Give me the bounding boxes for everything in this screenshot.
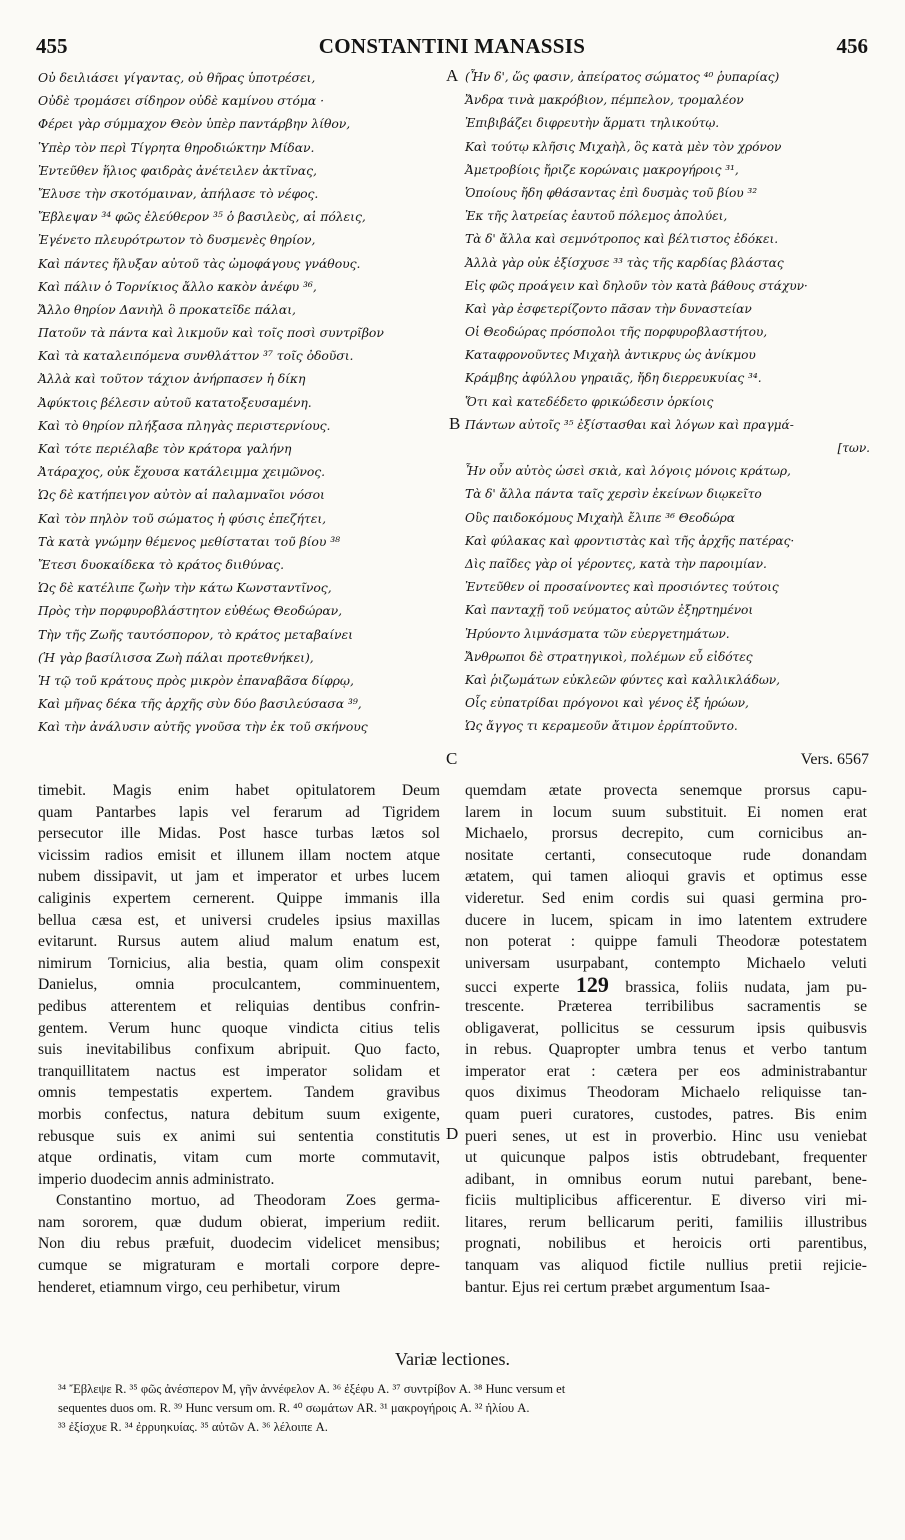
greek-verse-line: Ἔτεσι δυοκαίδεκα τὸ κράτος διιθύνας. bbox=[38, 556, 284, 572]
greek-column-right bbox=[465, 66, 870, 738]
greek-verse-line: Ἦν οὖν αὐτὸς ὡσεὶ σκιὰ, καὶ λόγοις μόνοις κράτωρ, bbox=[465, 464, 791, 479]
greek-verse-line: Τὰ κατὰ γνώμην θέμενος μεθίσταται τοῦ βίου ³⁸ bbox=[38, 533, 341, 549]
latin-line: omnis tempestatis expertem. Tandem gravibus bbox=[38, 1084, 440, 1102]
latin-line: Constantino mortuo, ad Theodoram Zoes germa- bbox=[56, 1192, 440, 1210]
greek-verse-line: Καὶ τούτῳ κλῆσις Μιχαὴλ, ὃς κατὰ μὲν τὸν χρόνον bbox=[465, 139, 782, 154]
greek-verse-line: Καὶ τὴν ἀνάλυσιν αὐτῆς γνοῦσα τὴν ἐκ τοῦ σκήνους bbox=[38, 719, 368, 735]
greek-verse-line: Ἀμετροβίοις ἤριζε κορώναις μακρογήροις ³¹, bbox=[465, 162, 739, 177]
latin-line: quam pueri curatores, custodes, patres. Bis enim bbox=[465, 1105, 867, 1123]
greek-verse-line: Καὶ πανταχῇ τοῦ νεύματος αὐτῶν ἐξηρτημένοι bbox=[465, 603, 754, 618]
latin-line: nubem dissipavit, ut jam et imperator et urbes lucem bbox=[38, 868, 440, 886]
greek-verse-line: Ὅτι καὶ κατεδέδετο φρικώδεσιν ὁρκίοις bbox=[465, 394, 714, 409]
margin-marker-b: B bbox=[449, 414, 461, 433]
greek-verse-line: [των. bbox=[837, 441, 870, 455]
latin-line: tanquam vas aliquod fictile nullius pretii rejicie- bbox=[465, 1257, 867, 1275]
greek-verse-line: (Ἦν δ', ὥς φασιν, ἀπείρατος σώματος ⁴⁰ ῥυπαρίας) bbox=[465, 70, 780, 84]
latin-line: nositate certanti, consecutoque rude donandam bbox=[465, 846, 867, 864]
greek-verse-line: Ἡ τῷ τοῦ κράτους πρὸς μικρὸν ἐπαναβᾶσα δίφρῳ, bbox=[38, 672, 354, 688]
latin-column-right bbox=[465, 780, 867, 1298]
latin-line: tranquillitatem nactus est imperator solidam et bbox=[38, 1062, 440, 1080]
latin-line: videretur. Sed enim cordis sui quasi germina pro- bbox=[465, 889, 867, 907]
latin-line: litares, rerum bellicarum periti, familiis illustribus bbox=[465, 1213, 867, 1231]
latin-line: cumque se migraturam e mortali corpore depre- bbox=[38, 1257, 440, 1275]
greek-verse-line: Τὰ δ' ἄλλα πάντα ταῖς χερσὶν ἐκείνων διῳκεῖτο bbox=[465, 487, 762, 502]
greek-verse-line: Καὶ πάλιν ὁ Τορνίκιος ἄλλο κακὸν ἀνέφυ ³⁶, bbox=[38, 278, 317, 294]
latin-line: quos diximus Theodoram Michaelo reliquisse tan- bbox=[465, 1084, 867, 1102]
greek-verse-line: Ἄνθρωποι δὲ στρατηγικοὶ, πολέμων εὖ εἰδότες bbox=[465, 649, 753, 664]
latin-line: quam Pantarbes lapis vel ferarum ad Tigridem bbox=[38, 803, 440, 821]
latin-line: atque ordinatis, vitam cum morte commutavit, bbox=[38, 1149, 440, 1167]
latin-line: non poterat : quippe famuli Theodoræ potestatem bbox=[465, 933, 867, 951]
latin-line: caliginis expertem cernerent. Quippe immanis illa bbox=[38, 889, 440, 907]
greek-verse-line: Πάντων αὐτοῖς ³⁵ ἐξίστασθαι καὶ λόγων καὶ πραγμά- bbox=[465, 417, 794, 432]
latin-line: trescente. Præterea terribilibus sacramentis se bbox=[465, 997, 867, 1015]
latin-line: obligaverat, pollicitus se cessurum ipsis quibusvis bbox=[465, 1019, 867, 1037]
folio-number: 129 bbox=[575, 972, 609, 998]
latin-line: prognati, nobilibus et heroicis orti parentibus, bbox=[465, 1235, 867, 1253]
latin-line: imperio duodecim annis administrato. bbox=[38, 1170, 275, 1188]
greek-verse-line: Ἄνδρα τινὰ μακρόβιον, πέμπελον, τρομαλέον bbox=[465, 93, 744, 108]
latin-line: rebusque suis ex animi sui sententia constitutis bbox=[38, 1127, 440, 1145]
latin-line: Michaelo, prorsus decrepito, cum cornicibus an- bbox=[465, 825, 867, 843]
latin-line: henderet, etiamnum virgo, ceu perhibetur, virum bbox=[38, 1278, 341, 1296]
greek-verse-line: Καὶ τότε περιέλαβε τὸν κράτορα γαλήνη bbox=[38, 441, 292, 456]
latin-line: suis inevitabilibus confixum abripuit. Quo facto, bbox=[38, 1041, 440, 1059]
greek-verse-line: Ἔβλεψαν ³⁴ φῶς ἐλεύθερον ³⁵ ὁ βασιλεὺς, αἱ πόλεις, bbox=[38, 209, 366, 225]
page-header bbox=[36, 34, 868, 60]
greek-verse-line: Ὡς δὲ κατήπειγον αὐτὸν αἱ παλαμναῖοι νόσοι bbox=[38, 487, 325, 503]
greek-verse-line: Ἠρύοντο λιμνάσματα τῶν εὐεργετημάτων. bbox=[465, 626, 730, 641]
latin-line: bantur. Ejus rei certum præbet argumentum Isaa- bbox=[465, 1278, 770, 1296]
greek-verse-line: Καὶ πάντες ἤλυξαν αὐτοῦ τὰς ὠμοφάγους γνάθους. bbox=[38, 255, 361, 271]
greek-verse-line: Καὶ γὰρ ἐσφετερίζοντο πᾶσαν τὴν δυναστείαν bbox=[465, 301, 752, 316]
greek-verse-line: Πατοῦν τὰ πάντα καὶ λικμοῦν καὶ τοῖς ποσὶ συντρῖβον bbox=[38, 325, 384, 341]
variae-lectiones-heading: Variæ lectiones. bbox=[395, 1349, 510, 1369]
greek-verse-line: Οὓς παιδοκόμους Μιχαὴλ ἔλιπε ³⁶ Θεοδώρα bbox=[465, 510, 735, 525]
latin-line: pedibus atterentem et reliquias dentibus confrin- bbox=[38, 997, 440, 1015]
latin-line: persecutor ille Midas. Post hasce turbas lætos sol bbox=[38, 825, 440, 843]
latin-line: ut quicunque palpos istis obtrudebant, frequenter bbox=[465, 1149, 867, 1167]
running-title: CONSTANTINI MANASSIS bbox=[318, 34, 586, 58]
latin-line: morbis confectus, natura debitum suum exigente, bbox=[38, 1105, 440, 1123]
greek-verse-line: Πρὸς τὴν πορφυροβλάστητον εὐθέως Θεοδώραν, bbox=[38, 603, 343, 619]
verse-number: Vers. 6567 bbox=[800, 751, 869, 768]
greek-verse-line: Ἐκ τῆς λατρείας ἑαυτοῦ πόλεμος ἀπολύει, bbox=[465, 209, 728, 224]
footnotes bbox=[58, 1380, 870, 1437]
latin-line: Danielus, omnia proculcantem, comminuentem, bbox=[38, 976, 440, 994]
latin-line: ætatem, qui tamen alioqui gravis et optimus esse bbox=[465, 868, 867, 886]
greek-verse-line: Ἀτάραχος, οὐκ ἔχουσα κατάλειμμα χειμῶνος. bbox=[38, 464, 326, 480]
greek-verse-line: Ἐντεῦθεν οἱ προσαίνοντες καὶ προσιόντες τούτοις bbox=[465, 580, 779, 595]
greek-verse-line: Ἐγένετο πλευρότρωτον τὸ δυσμενὲς θηρίον, bbox=[38, 232, 316, 248]
latin-line-big-number: succi experte 129 brassica, foliis nudata, jam pu- bbox=[465, 972, 867, 998]
page-number-left: 455 bbox=[36, 34, 68, 58]
greek-verse-line: Καὶ μῆνας δέκα τῆς ἀρχῆς σὺν δύο βασιλεύσασα ³⁹, bbox=[38, 696, 362, 712]
greek-verse-line: Καὶ τὸ θηρίον πλήξασα πληγὰς περιστερνίους. bbox=[38, 417, 331, 433]
greek-verse-line: Ὡς δὲ κατέλιπε ζωὴν τὴν κάτω Κωνσταντῖνος, bbox=[38, 580, 332, 596]
greek-verse-line: Καὶ τὸν πηλὸν τοῦ σώματος ἡ φύσις ἐπεζήτει, bbox=[38, 510, 327, 526]
latin-line: bellua cæsa est, et universi crudeles ipsius maxillas bbox=[38, 911, 440, 929]
greek-verse-line: Οἷς εὐπατρίδαι πρόγονοι καὶ γένος ἐξ ἡρώων, bbox=[465, 696, 749, 711]
greek-verse-line: Ἀφύκτοις βέλεσιν αὐτοῦ κατατοξευσαμένη. bbox=[38, 394, 312, 410]
greek-verse-line: Οὐδὲ τρομάσει σίδηρον οὐδὲ καμίνου στόμα · bbox=[38, 93, 324, 109]
greek-column-left bbox=[38, 66, 440, 738]
greek-verse-line: Ὡς ἄγγος τι κεραμεοῦν ἄτιμον ἐρρίπτοῦντο. bbox=[465, 719, 738, 734]
greek-verse-line: Ἄλλο θηρίον Δανιὴλ ὃ προκατεῖδε πάλαι, bbox=[38, 301, 296, 317]
latin-line: ducere in lucem, spicam in imo latentem extrudere bbox=[465, 911, 867, 929]
greek-verse-line: Ὁποίους ἤδη φθάσαντας ἐπὶ δυσμὰς τοῦ βίου ³² bbox=[465, 185, 758, 200]
margin-marker-a: A bbox=[446, 66, 459, 85]
latin-line: imperator erat : cætera per eos administrabantur bbox=[465, 1062, 867, 1080]
latin-line: evitarunt. Rursus autem aliud malum enatum est, bbox=[38, 933, 440, 951]
latin-line: ficiis multiplicibus afficerentur. E diverso viri mi- bbox=[465, 1192, 867, 1210]
greek-verse-line: Δὶς παῖδες γὰρ οἱ γέροντες, κατὰ τὴν παροιμίαν. bbox=[465, 556, 767, 571]
greek-verse-line: (Ἡ γὰρ βασίλισσα Ζωὴ πάλαι προτεθνήκει), bbox=[38, 649, 314, 665]
greek-verse-line: Τὴν τῆς Ζωῆς ταυτόσπορον, τὸ κράτος μεταβαίνει bbox=[38, 626, 353, 642]
latin-line: nimirum Tornicius, alia bestia, quam olim conspexit bbox=[38, 954, 440, 972]
greek-verse-line: Ἀλλὰ γὰρ οὐκ ἐξίσχυσε ³³ τὰς τῆς καρδίας βλάστας bbox=[465, 255, 784, 270]
latin-line: gentem. Verum hunc quoque vindicta citius telis bbox=[38, 1019, 440, 1037]
footnote-line: ³⁴ Ἔβλεψε R. ³⁵ φῶς ἀνέσπερον M, γῆν ἀννέφελον A. ³⁶ ἐξέφυ A. ³⁷ συντρίβον A. ³⁸ Hunc versum et bbox=[58, 1382, 566, 1396]
footnote-line: ³³ ἐξίσχυε R. ³⁴ ἐρρυηκυίας. ³⁵ αὐτῶν A. ³⁶ λέλοιπε A. bbox=[58, 1420, 328, 1434]
latin-line: larem in locum suum substituit. Ei nomen erat bbox=[465, 803, 867, 821]
latin-line: quemdam ætate provecta senemque prorsus capu- bbox=[465, 782, 867, 799]
greek-verse-line: Καὶ τὰ καταλειπόμενα συνθλάττον ³⁷ τοῖς ὀδοῦσι. bbox=[38, 348, 354, 364]
greek-verse-line: Εἰς φῶς προάγειν καὶ δηλοῦν τὸν κατὰ βάθους στάχυν· bbox=[465, 278, 808, 293]
latin-line: vicissim radios emisit et illunem illam noctem atque bbox=[38, 846, 440, 864]
greek-verse-line: Ὑπὲρ τὸν περὶ Τίγρητα θηροδιώκτην Μίδαν. bbox=[38, 139, 315, 155]
latin-line: nam sororem, quæ dudum obierat, imperium rediit. bbox=[38, 1213, 440, 1231]
greek-verse-line: Καὶ φύλακας καὶ φροντιστὰς καὶ τῆς ἀρχῆς πατέρας· bbox=[465, 533, 795, 548]
page-number-right: 456 bbox=[836, 34, 868, 58]
latin-line: timebit. Magis enim habet opitulatorem Deum bbox=[38, 782, 440, 799]
footnote-line: sequentes duos om. R. ³⁹ Hunc versum om. R. ⁴⁰ σωμάτων AR. ³¹ μακρογήροις A. ³² ἡλίου A. bbox=[58, 1401, 530, 1415]
greek-verse-line: Ἀλλὰ καὶ τοῦτον τάχιον ἀνήρπασεν ἡ δίκη bbox=[38, 371, 306, 387]
greek-verse-line: Φέρει γὰρ σύμμαχον Θεὸν ὑπὲρ παντάρβην λίθον, bbox=[38, 116, 351, 132]
greek-verse-line: Τὰ δ' ἄλλα καὶ σεμνότροπος καὶ βέλτιστος ἐδόκει. bbox=[465, 232, 779, 247]
greek-verse-line: Ἐντεῦθεν ἥλιος φαιδρὰς ἀνέτειλεν ἀκτῖνας, bbox=[38, 162, 317, 178]
latin-line: in rebus. Quapropter umbra tenus et verbo tantum bbox=[465, 1041, 867, 1059]
margin-marker-c: C bbox=[446, 749, 458, 768]
greek-verse-line: Οἱ Θεοδώρας πρόσπολοι τῆς πορφυροβλαστήτου, bbox=[465, 325, 768, 340]
greek-verse-line: Ἔλυσε τὴν σκοτόμαιναν, ἀπήλασε τὸ νέφος. bbox=[38, 185, 319, 201]
latin-column-left bbox=[38, 780, 440, 1298]
greek-verse-line: Κράμβης ἀφύλλου γηραιᾶς, ἤδη διερρευκυίας ³⁴. bbox=[465, 371, 762, 386]
greek-verse-line: Καὶ ῥιζωμάτων εὐκλεῶν φύντες καὶ καλλικλάδων, bbox=[465, 672, 780, 687]
latin-line: Non diu rebus præfuit, duodecim videlicet mensibus; bbox=[38, 1235, 440, 1253]
latin-line: adibant, in omnibus eorum nutui parebant, bene- bbox=[465, 1170, 867, 1188]
margin-marker-d: D bbox=[446, 1124, 459, 1143]
greek-verse-line: Καταφρονοῦντες Μιχαὴλ ἀντικρυς ὡς ἀνίκμου bbox=[465, 348, 756, 363]
greek-verse-line: Οὐ δειλιάσει γίγαντας, οὐ θῆρας ὑποτρέσει, bbox=[38, 70, 316, 85]
latin-line: universam usurpabant, contempto Michaelo veluti bbox=[465, 954, 867, 972]
greek-verse-line: Ἐπιβιβάζει διφρευτὴν ἅρματι τηλικούτῳ. bbox=[465, 116, 720, 131]
latin-line: pueri senes, ut est in proverbio. Hinc usu veniebat bbox=[465, 1127, 867, 1145]
